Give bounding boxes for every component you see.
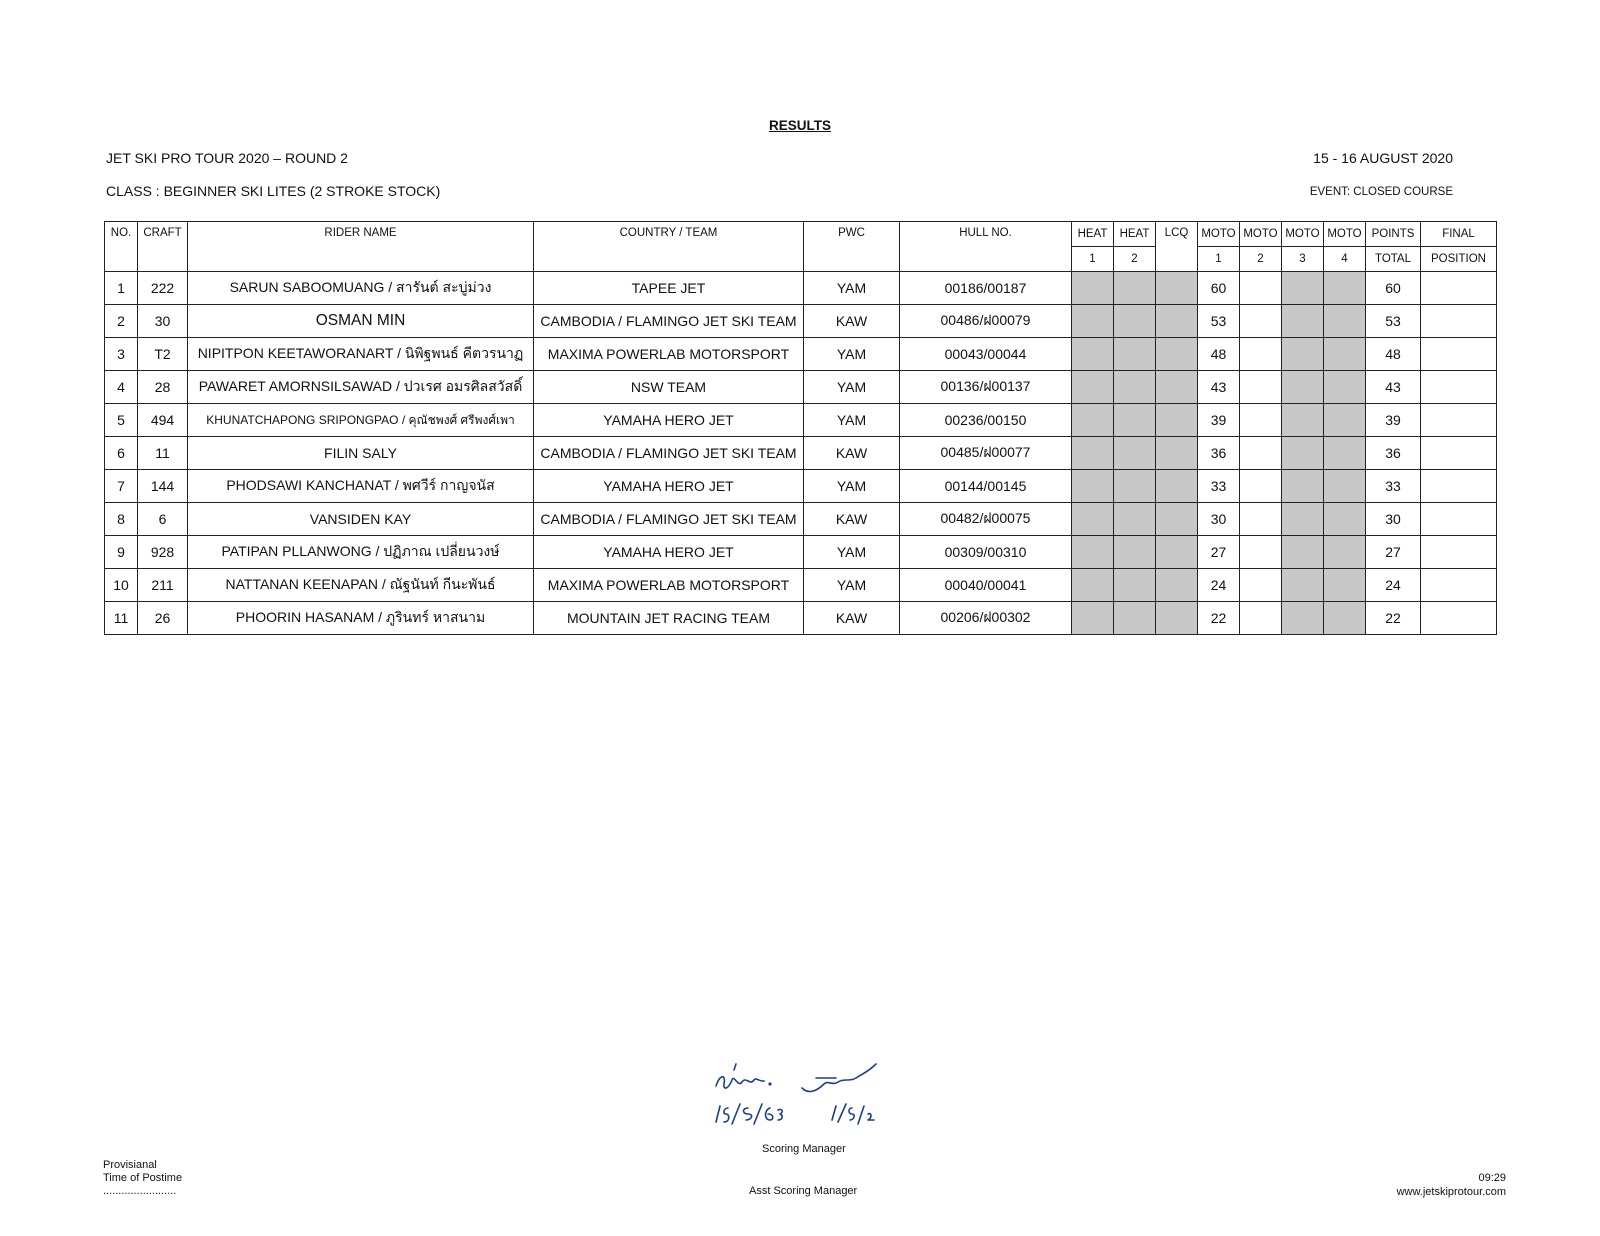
col-header-moto2: MOTO bbox=[1240, 222, 1282, 247]
cell-lcq bbox=[1156, 470, 1198, 503]
table-row bbox=[105, 437, 1497, 470]
cell-craft: T2 bbox=[138, 338, 188, 371]
col-subheader-moto4: 4 bbox=[1324, 247, 1366, 272]
event-name: JET SKI PRO TOUR 2020 – ROUND 2 bbox=[106, 150, 348, 166]
cell-moto1: 24 bbox=[1198, 569, 1240, 602]
cell-heat2 bbox=[1114, 404, 1156, 437]
cell-moto2 bbox=[1240, 272, 1282, 305]
cell-pwc: YAM bbox=[804, 569, 900, 602]
cell-craft: 11 bbox=[138, 437, 188, 470]
cell-final bbox=[1421, 437, 1497, 470]
cell-final bbox=[1421, 602, 1497, 635]
cell-points: 22 bbox=[1366, 602, 1421, 635]
cell-moto3 bbox=[1282, 536, 1324, 569]
cell-no: 3 bbox=[105, 338, 138, 371]
cell-no: 9 bbox=[105, 536, 138, 569]
col-subheader-heat2: 2 bbox=[1114, 247, 1156, 272]
cell-pwc: YAM bbox=[804, 470, 900, 503]
cell-hull: 00040/00041 bbox=[900, 569, 1072, 602]
cell-moto2 bbox=[1240, 536, 1282, 569]
cell-team: CAMBODIA / FLAMINGO JET SKI TEAM bbox=[534, 437, 804, 470]
cell-final bbox=[1421, 305, 1497, 338]
cell-moto4 bbox=[1324, 602, 1366, 635]
cell-pwc: KAW bbox=[804, 503, 900, 536]
cell-lcq bbox=[1156, 338, 1198, 371]
cell-heat1 bbox=[1072, 338, 1114, 371]
cell-hull: 00309/00310 bbox=[900, 536, 1072, 569]
cell-hull: 00144/00145 bbox=[900, 470, 1072, 503]
cell-craft: 30 bbox=[138, 305, 188, 338]
cell-team: MAXIMA POWERLAB MOTORSPORT bbox=[534, 338, 804, 371]
col-header-points: POINTS bbox=[1366, 222, 1421, 247]
table-row bbox=[105, 536, 1497, 569]
table-row bbox=[105, 305, 1497, 338]
cell-team: TAPEE JET bbox=[534, 272, 804, 305]
cell-lcq bbox=[1156, 569, 1198, 602]
cell-pwc: YAM bbox=[804, 536, 900, 569]
cell-moto4 bbox=[1324, 305, 1366, 338]
table-row bbox=[105, 503, 1497, 536]
col-header-pwc: PWC bbox=[804, 222, 900, 272]
cell-final bbox=[1421, 272, 1497, 305]
cell-moto1: 39 bbox=[1198, 404, 1240, 437]
cell-lcq bbox=[1156, 272, 1198, 305]
cell-points: 60 bbox=[1366, 272, 1421, 305]
cell-craft: 928 bbox=[138, 536, 188, 569]
cell-lcq bbox=[1156, 404, 1198, 437]
cell-rider: PHOORIN HASANAM / ภูรินทร์ หาสนาม bbox=[188, 602, 534, 635]
cell-points: 48 bbox=[1366, 338, 1421, 371]
cell-no: 5 bbox=[105, 404, 138, 437]
table-header bbox=[105, 222, 1497, 272]
cell-rider: KHUNATCHAPONG SRIPONGPAO / คุณัชพงศ์ ศรีพงศ์เพา bbox=[188, 404, 534, 437]
table-row bbox=[105, 371, 1497, 404]
cell-hull: 00043/00044 bbox=[900, 338, 1072, 371]
col-header-moto4: MOTO bbox=[1324, 222, 1366, 247]
cell-pwc: YAM bbox=[804, 272, 900, 305]
cell-team: YAMAHA HERO JET bbox=[534, 470, 804, 503]
cell-no: 8 bbox=[105, 503, 138, 536]
cell-team: MOUNTAIN JET RACING TEAM bbox=[534, 602, 804, 635]
col-subheader-moto1: 1 bbox=[1198, 247, 1240, 272]
cell-craft: 222 bbox=[138, 272, 188, 305]
table-row bbox=[105, 569, 1497, 602]
cell-heat2 bbox=[1114, 470, 1156, 503]
cell-no: 7 bbox=[105, 470, 138, 503]
cell-moto2 bbox=[1240, 569, 1282, 602]
event-type: EVENT: CLOSED COURSE bbox=[1309, 186, 1453, 198]
cell-final bbox=[1421, 503, 1497, 536]
cell-heat1 bbox=[1072, 437, 1114, 470]
website-url: www.jetskiprotour.com bbox=[1396, 1186, 1506, 1198]
cell-craft: 144 bbox=[138, 470, 188, 503]
col-header-no: NO. bbox=[105, 222, 138, 272]
post-time: 09:29 bbox=[1478, 1172, 1506, 1184]
cell-moto3 bbox=[1282, 503, 1324, 536]
cell-craft: 28 bbox=[138, 371, 188, 404]
cell-heat2 bbox=[1114, 305, 1156, 338]
col-subheader-heat1: 1 bbox=[1072, 247, 1114, 272]
cell-lcq bbox=[1156, 371, 1198, 404]
results-table bbox=[104, 221, 1497, 635]
cell-pwc: KAW bbox=[804, 305, 900, 338]
table-row bbox=[105, 338, 1497, 371]
cell-craft: 6 bbox=[138, 503, 188, 536]
cell-hull: 00206/ฝ00302 bbox=[900, 602, 1072, 635]
cell-no: 1 bbox=[105, 272, 138, 305]
col-subheader-points: TOTAL bbox=[1366, 247, 1421, 272]
cell-moto2 bbox=[1240, 602, 1282, 635]
scoring-manager-label: Scoring Manager bbox=[762, 1143, 846, 1155]
cell-points: 27 bbox=[1366, 536, 1421, 569]
cell-heat2 bbox=[1114, 371, 1156, 404]
cell-lcq bbox=[1156, 602, 1198, 635]
cell-heat1 bbox=[1072, 569, 1114, 602]
cell-rider: PATIPAN PLLANWONG / ปฏิภาณ เปลี่ยนวงษ์ bbox=[188, 536, 534, 569]
cell-no: 6 bbox=[105, 437, 138, 470]
col-header-heat2: HEAT bbox=[1114, 222, 1156, 247]
cell-moto3 bbox=[1282, 305, 1324, 338]
cell-no: 4 bbox=[105, 371, 138, 404]
cell-heat2 bbox=[1114, 272, 1156, 305]
cell-no: 11 bbox=[105, 602, 138, 635]
provisional-label: Provisianal bbox=[103, 1159, 157, 1171]
cell-craft: 494 bbox=[138, 404, 188, 437]
cell-moto2 bbox=[1240, 338, 1282, 371]
cell-team: MAXIMA POWERLAB MOTORSPORT bbox=[534, 569, 804, 602]
cell-moto1: 22 bbox=[1198, 602, 1240, 635]
cell-pwc: YAM bbox=[804, 371, 900, 404]
cell-points: 43 bbox=[1366, 371, 1421, 404]
cell-final bbox=[1421, 371, 1497, 404]
cell-no: 2 bbox=[105, 305, 138, 338]
cell-moto1: 60 bbox=[1198, 272, 1240, 305]
cell-moto4 bbox=[1324, 437, 1366, 470]
cell-moto1: 33 bbox=[1198, 470, 1240, 503]
cell-final bbox=[1421, 404, 1497, 437]
cell-moto1: 36 bbox=[1198, 437, 1240, 470]
cell-rider: PHODSAWI KANCHANAT / พศวีร์ กาญจนัส bbox=[188, 470, 534, 503]
cell-lcq bbox=[1156, 437, 1198, 470]
cell-hull: 00136/ฝ00137 bbox=[900, 371, 1072, 404]
cell-hull: 00236/00150 bbox=[900, 404, 1072, 437]
cell-moto4 bbox=[1324, 536, 1366, 569]
col-header-team: COUNTRY / TEAM bbox=[534, 222, 804, 272]
cell-rider: VANSIDEN KAY bbox=[188, 503, 534, 536]
cell-heat1 bbox=[1072, 272, 1114, 305]
cell-craft: 211 bbox=[138, 569, 188, 602]
cell-pwc: YAM bbox=[804, 404, 900, 437]
cell-moto4 bbox=[1324, 272, 1366, 305]
cell-moto4 bbox=[1324, 503, 1366, 536]
cell-craft: 26 bbox=[138, 602, 188, 635]
cell-moto3 bbox=[1282, 437, 1324, 470]
cell-points: 39 bbox=[1366, 404, 1421, 437]
cell-moto3 bbox=[1282, 272, 1324, 305]
cell-pwc: KAW bbox=[804, 437, 900, 470]
cell-no: 10 bbox=[105, 569, 138, 602]
cell-moto2 bbox=[1240, 371, 1282, 404]
cell-moto1: 43 bbox=[1198, 371, 1240, 404]
cell-moto1: 53 bbox=[1198, 305, 1240, 338]
cell-moto1: 48 bbox=[1198, 338, 1240, 371]
postime-blank-line: ........................ bbox=[103, 1185, 177, 1197]
cell-moto2 bbox=[1240, 470, 1282, 503]
cell-lcq bbox=[1156, 536, 1198, 569]
cell-final bbox=[1421, 536, 1497, 569]
cell-moto3 bbox=[1282, 569, 1324, 602]
col-header-hull: HULL NO. bbox=[900, 222, 1072, 272]
cell-team: CAMBODIA / FLAMINGO JET SKI TEAM bbox=[534, 305, 804, 338]
cell-pwc: KAW bbox=[804, 602, 900, 635]
asst-scoring-manager-label: Asst Scoring Manager bbox=[749, 1185, 858, 1197]
cell-moto4 bbox=[1324, 470, 1366, 503]
cell-hull: 00482/ฝ00075 bbox=[900, 503, 1072, 536]
col-subheader-moto3: 3 bbox=[1282, 247, 1324, 272]
cell-heat1 bbox=[1072, 536, 1114, 569]
class-name: CLASS : BEGINNER SKI LITES (2 STROKE STOCK) bbox=[106, 183, 441, 199]
cell-team: NSW TEAM bbox=[534, 371, 804, 404]
cell-final bbox=[1421, 338, 1497, 371]
cell-heat1 bbox=[1072, 305, 1114, 338]
col-header-moto1: MOTO bbox=[1198, 222, 1240, 247]
cell-heat1 bbox=[1072, 371, 1114, 404]
cell-heat2 bbox=[1114, 569, 1156, 602]
cell-moto4 bbox=[1324, 371, 1366, 404]
cell-points: 30 bbox=[1366, 503, 1421, 536]
col-header-rider: RIDER NAME bbox=[188, 222, 534, 272]
cell-moto2 bbox=[1240, 503, 1282, 536]
col-subheader-final: POSITION bbox=[1421, 247, 1497, 272]
cell-moto2 bbox=[1240, 404, 1282, 437]
table-row bbox=[105, 404, 1497, 437]
cell-team: YAMAHA HERO JET bbox=[534, 404, 804, 437]
cell-heat1 bbox=[1072, 404, 1114, 437]
cell-team: YAMAHA HERO JET bbox=[534, 536, 804, 569]
cell-points: 33 bbox=[1366, 470, 1421, 503]
cell-heat2 bbox=[1114, 536, 1156, 569]
cell-heat2 bbox=[1114, 503, 1156, 536]
cell-moto1: 27 bbox=[1198, 536, 1240, 569]
cell-hull: 00486/ฝ00079 bbox=[900, 305, 1072, 338]
cell-rider: FILIN SALY bbox=[188, 437, 534, 470]
cell-pwc: YAM bbox=[804, 338, 900, 371]
cell-moto1: 30 bbox=[1198, 503, 1240, 536]
cell-lcq bbox=[1156, 503, 1198, 536]
col-header-final: FINAL bbox=[1421, 222, 1497, 247]
cell-heat1 bbox=[1072, 470, 1114, 503]
cell-moto2 bbox=[1240, 437, 1282, 470]
cell-team: CAMBODIA / FLAMINGO JET SKI TEAM bbox=[534, 503, 804, 536]
cell-moto3 bbox=[1282, 404, 1324, 437]
cell-moto4 bbox=[1324, 338, 1366, 371]
cell-moto3 bbox=[1282, 602, 1324, 635]
col-header-moto3: MOTO bbox=[1282, 222, 1324, 247]
cell-rider: OSMAN MIN bbox=[188, 305, 534, 338]
cell-hull: 00186/00187 bbox=[900, 272, 1072, 305]
cell-final bbox=[1421, 470, 1497, 503]
cell-rider: NATTANAN KEENAPAN / ณัฐนันท์ กีนะพันธ์ bbox=[188, 569, 534, 602]
cell-moto3 bbox=[1282, 470, 1324, 503]
cell-heat1 bbox=[1072, 503, 1114, 536]
cell-points: 24 bbox=[1366, 569, 1421, 602]
cell-heat2 bbox=[1114, 338, 1156, 371]
cell-moto4 bbox=[1324, 569, 1366, 602]
col-subheader-moto2: 2 bbox=[1240, 247, 1282, 272]
cell-rider: PAWARET AMORNSILSAWAD / ปวเรศ อมรศิลสวัสดิ์ bbox=[188, 371, 534, 404]
col-header-craft: CRAFT bbox=[138, 222, 188, 272]
table-row bbox=[105, 272, 1497, 305]
cell-rider: SARUN SABOOMUANG / สารันต์ สะบู่ม่วง bbox=[188, 272, 534, 305]
cell-points: 36 bbox=[1366, 437, 1421, 470]
cell-moto3 bbox=[1282, 371, 1324, 404]
cell-hull: 00485/ฝ00077 bbox=[900, 437, 1072, 470]
cell-heat2 bbox=[1114, 437, 1156, 470]
table-body bbox=[105, 272, 1497, 635]
event-date: 15 - 16 AUGUST 2020 bbox=[1313, 150, 1453, 166]
page-title: RESULTS bbox=[768, 118, 831, 133]
col-header-lcq: LCQ bbox=[1156, 222, 1198, 272]
cell-heat2 bbox=[1114, 602, 1156, 635]
col-header-heat1: HEAT bbox=[1072, 222, 1114, 247]
table-row bbox=[105, 602, 1497, 635]
cell-moto2 bbox=[1240, 305, 1282, 338]
table-row bbox=[105, 470, 1497, 503]
signature-image bbox=[712, 1060, 912, 1140]
cell-points: 53 bbox=[1366, 305, 1421, 338]
cell-heat1 bbox=[1072, 602, 1114, 635]
cell-moto3 bbox=[1282, 338, 1324, 371]
time-of-postime-label: Time of Postime bbox=[103, 1172, 183, 1184]
cell-final bbox=[1421, 569, 1497, 602]
cell-rider: NIPITPON KEETAWORANART / นิพิฐพนธ์ คีตวรนาฏ bbox=[188, 338, 534, 371]
cell-lcq bbox=[1156, 305, 1198, 338]
cell-moto4 bbox=[1324, 404, 1366, 437]
